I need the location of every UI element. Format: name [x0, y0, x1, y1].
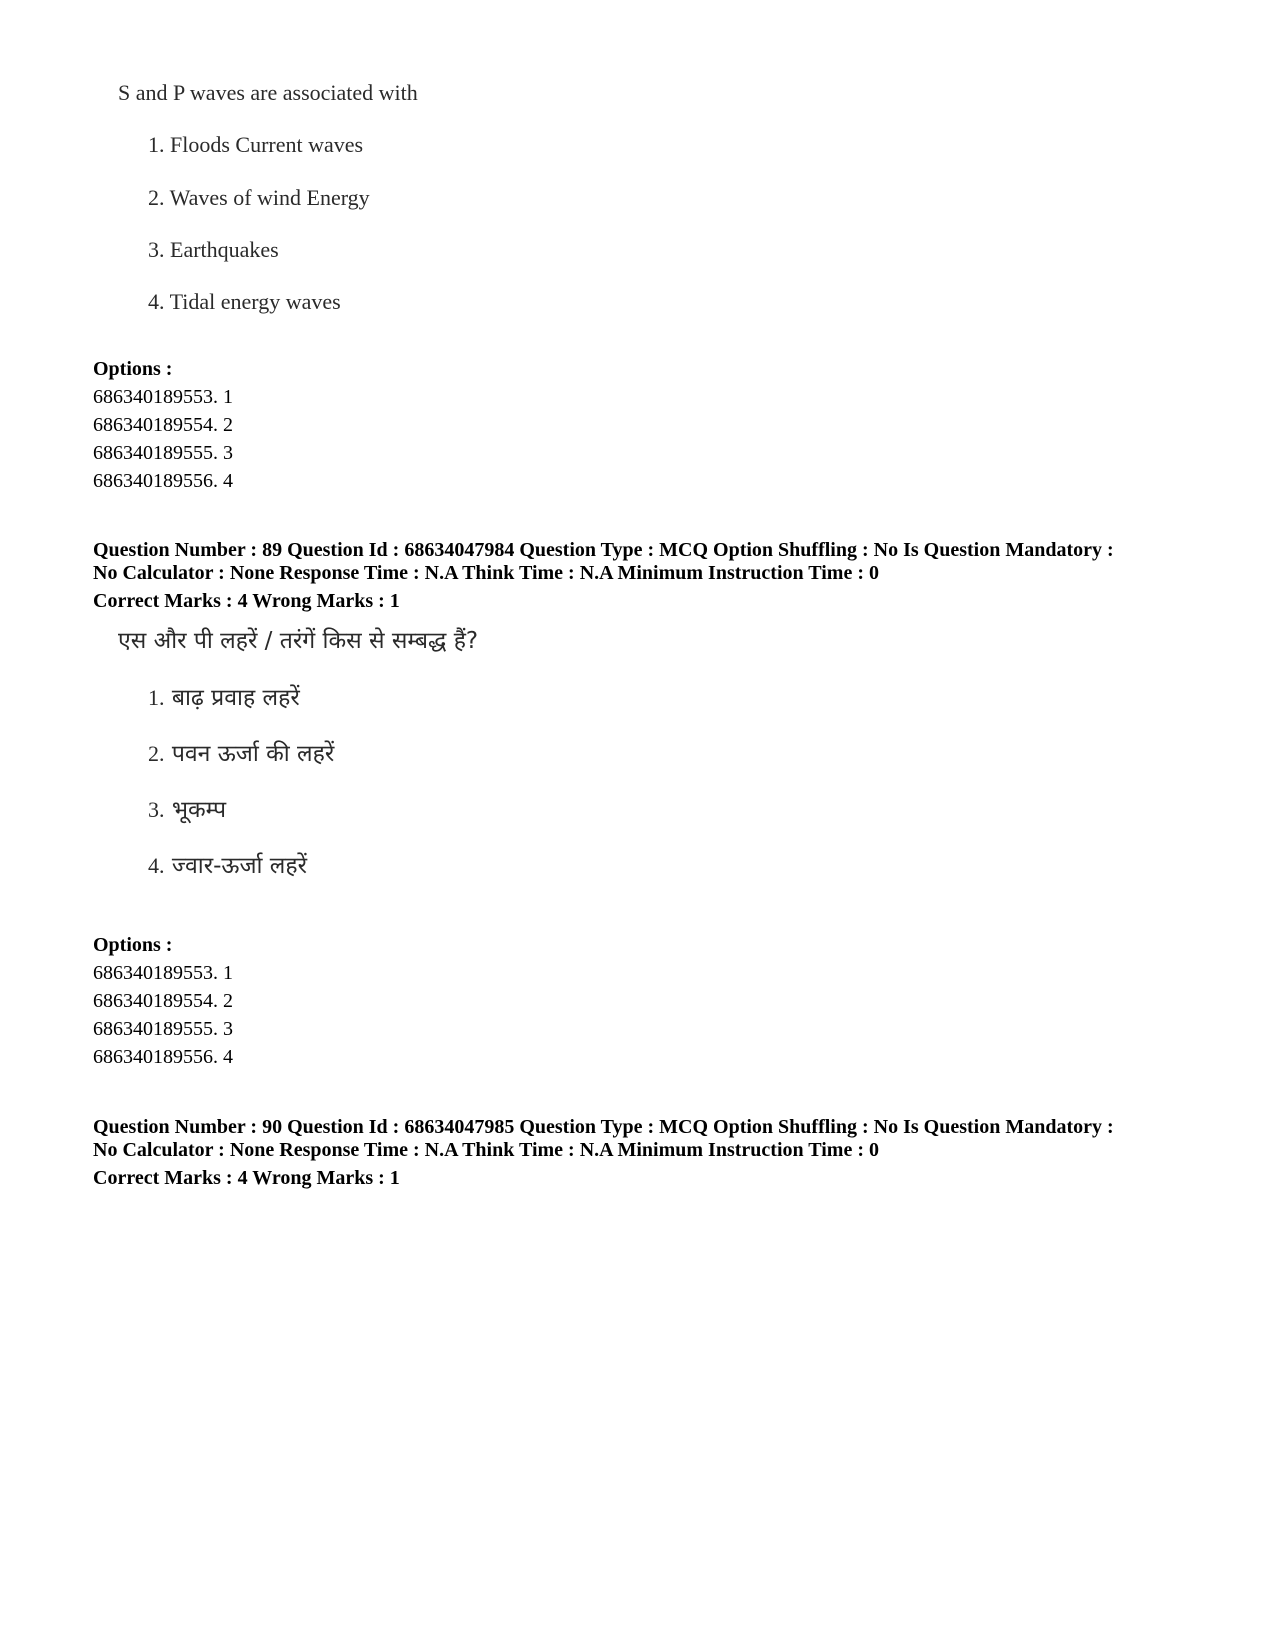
choice-number: 1. [148, 132, 165, 157]
choice-item-3 [148, 797, 226, 823]
choice-text: ज्वार-ऊर्जा लहरें [171, 853, 308, 879]
question-90-meta [93, 1116, 1203, 1190]
option-line: 686340189555. 3 [93, 1018, 233, 1040]
question-88-options [93, 355, 1193, 495]
option-line: 686340189556. 4 [93, 1046, 233, 1068]
question-marks: Correct Marks : 4 Wrong Marks : 1 [93, 1167, 400, 1189]
choice-text: भूकम्प [171, 797, 227, 823]
option-line: 686340189553. 1 [93, 386, 233, 408]
choice-text: Waves of wind Energy [169, 185, 370, 210]
choice-item-3 [148, 237, 279, 263]
option-line: 686340189553. 1 [93, 962, 233, 984]
choice-item-4 [148, 289, 341, 315]
choice-text: Earthquakes [170, 237, 279, 262]
choice-item-2 [148, 741, 334, 767]
choice-number: 3. [148, 237, 165, 262]
option-line: 686340189556. 4 [93, 470, 233, 492]
options-title: Options : [93, 934, 173, 956]
question-meta-line-2: No Calculator : None Response Time : N.A Think Time : N.A Minimum Instruction Time : 0 [93, 562, 879, 584]
choice-item-1 [148, 685, 300, 711]
choice-number: 4. [148, 853, 165, 878]
question-89-options [93, 931, 1193, 1071]
choice-number: 4. [148, 289, 165, 314]
options-title: Options : [93, 358, 173, 380]
choice-number: 3. [148, 797, 165, 822]
choice-item-4 [148, 853, 307, 879]
question-marks: Correct Marks : 4 Wrong Marks : 1 [93, 590, 400, 612]
choice-number: 1. [148, 685, 165, 710]
choice-item-2 [148, 185, 370, 211]
choice-text: Tidal energy waves [169, 289, 341, 314]
choice-text: बाढ़ प्रवाह लहरें [171, 685, 300, 711]
option-line: 686340189554. 2 [93, 414, 233, 436]
choice-text: Floods Current waves [170, 132, 364, 157]
question-89-meta [93, 539, 1203, 613]
choice-text: पवन ऊर्जा की लहरें [171, 741, 335, 767]
question-meta-line-1: Question Number : 89 Question Id : 68634047984 Question Type : MCQ Option Shuffling : No Is Question Mandatory : [93, 539, 1114, 561]
choice-item-1 [148, 132, 363, 158]
option-line: 686340189554. 2 [93, 990, 233, 1012]
choice-number: 2. [148, 741, 165, 766]
option-line: 686340189555. 3 [93, 442, 233, 464]
question-meta-line-2: No Calculator : None Response Time : N.A Think Time : N.A Minimum Instruction Time : 0 [93, 1139, 879, 1161]
question-stem: एस और पी लहरें / तरंगें किस से सम्बद्ध हैं? [118, 628, 479, 654]
choice-number: 2. [148, 185, 165, 210]
question-meta-line-1: Question Number : 90 Question Id : 68634047985 Question Type : MCQ Option Shuffling : No Is Question Mandatory : [93, 1116, 1114, 1138]
question-stem: S and P waves are associated with [118, 80, 418, 105]
